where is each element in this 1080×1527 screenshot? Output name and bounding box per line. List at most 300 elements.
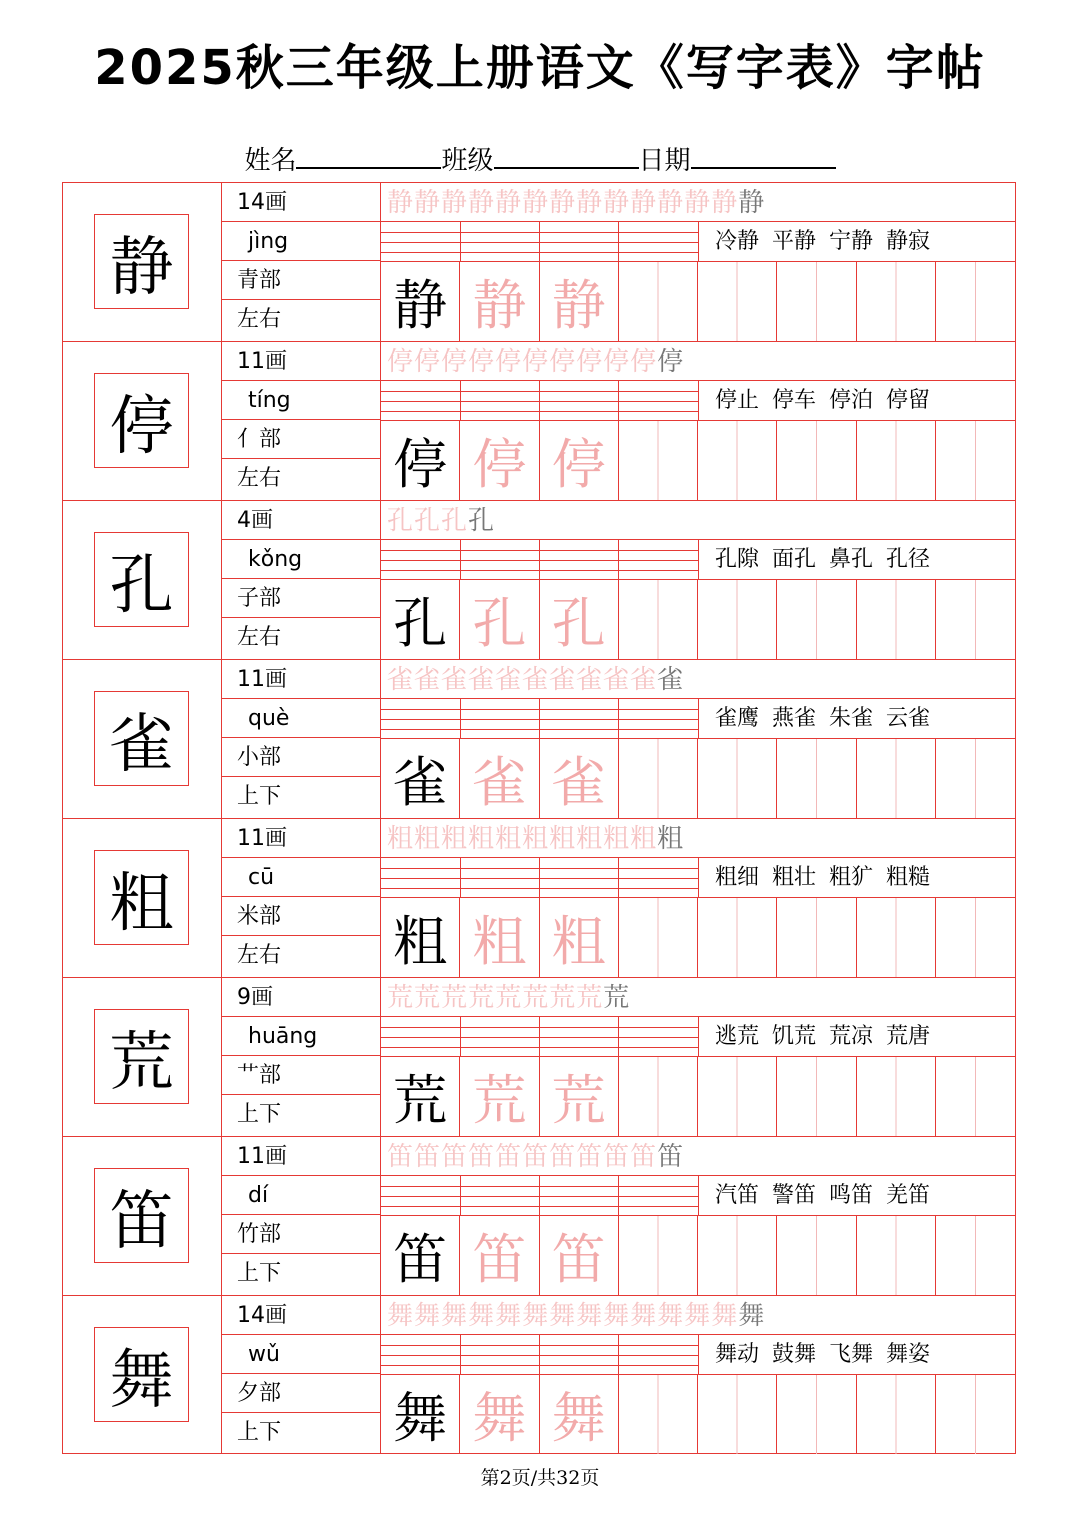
example-char <box>381 739 460 818</box>
stroke-step: 荒 <box>549 983 577 1013</box>
structure-text: 左右 <box>237 307 282 332</box>
radical-text: 夕部 <box>237 1381 282 1406</box>
stroke-step: 雀 <box>630 665 658 695</box>
writing-cell[interactable] <box>698 580 777 659</box>
writing-cells <box>381 1216 1015 1295</box>
stroke-count <box>222 501 380 540</box>
char-info-column <box>222 978 381 1136</box>
stroke-step: 静 <box>630 188 658 218</box>
word-list-text: 逃荒 饥荒 荒凉 荒唐 <box>715 1024 930 1049</box>
stroke-order <box>381 342 1015 381</box>
word-list-text: 粗细 粗壮 粗犷 粗糙 <box>715 865 930 890</box>
stroke-step: 笛 <box>549 1142 577 1172</box>
word-list <box>699 1335 1015 1375</box>
stroke-order <box>381 660 1015 699</box>
stroke-step: 荒 <box>522 983 550 1013</box>
structure-text: 左右 <box>237 466 282 491</box>
writing-cell[interactable] <box>619 1375 698 1454</box>
tracing-char <box>540 580 619 659</box>
word-list-text: 汽笛 警笛 鸣笛 羌笛 <box>715 1183 930 1208</box>
tracing-char-text: 舞 <box>551 1387 606 1450</box>
writing-cell[interactable] <box>777 421 856 500</box>
writing-cell[interactable] <box>619 739 698 818</box>
stroke-count-text: 11画 <box>237 349 287 374</box>
tracing-char <box>540 1375 619 1454</box>
radical-text: 小部 <box>237 745 282 770</box>
char-row <box>63 183 1015 342</box>
model-char-text: 静 <box>109 230 174 305</box>
structure <box>222 300 380 339</box>
example-char <box>381 1057 460 1136</box>
model-char-text: 孔 <box>109 548 174 623</box>
stroke-step: 雀 <box>414 665 442 695</box>
writing-cell[interactable] <box>619 1057 698 1136</box>
example-char <box>381 421 460 500</box>
tracing-char-text: 笛 <box>551 1228 606 1291</box>
writing-cell[interactable] <box>698 1057 777 1136</box>
practice-column <box>381 978 1015 1136</box>
stroke-step: 舞 <box>468 1301 496 1331</box>
tracing-char <box>540 1057 619 1136</box>
char-box-column <box>63 819 222 977</box>
writing-cell[interactable] <box>698 1375 777 1454</box>
pinyin-text: què <box>248 706 290 731</box>
name-blank[interactable] <box>296 143 441 169</box>
stroke-step: 笛 <box>576 1142 604 1172</box>
stroke-step: 停 <box>387 347 415 377</box>
pinyin-text: wǔ <box>248 1342 280 1367</box>
student-info <box>0 140 1080 177</box>
writing-cells <box>381 421 1015 500</box>
stroke-step: 停 <box>603 347 631 377</box>
pinyin-text: tíng <box>248 388 291 413</box>
example-char <box>381 898 460 977</box>
model-char-text: 粗 <box>109 866 174 941</box>
stroke-step: 静 <box>387 188 415 218</box>
stroke-step: 雀 <box>522 665 550 695</box>
tracing-char-text: 粗 <box>472 910 527 973</box>
stroke-count <box>222 819 380 858</box>
stroke-step: 停 <box>441 347 469 377</box>
example-char-text: 雀 <box>393 751 448 814</box>
page-title: 2025秋三年级上册语文《写字表》字帖 <box>94 40 986 96</box>
tracing-char <box>460 421 539 500</box>
stroke-step: 荒 <box>441 983 469 1013</box>
stroke-count-text: 11画 <box>237 667 287 692</box>
word-list <box>699 381 1015 421</box>
writing-cell[interactable] <box>777 898 856 977</box>
stroke-step: 粗 <box>657 824 685 854</box>
structure <box>222 1254 380 1293</box>
structure <box>222 1095 380 1134</box>
stroke-step: 停 <box>657 347 685 377</box>
stroke-step: 笛 <box>603 1142 631 1172</box>
practice-column <box>381 660 1015 818</box>
char-row <box>63 819 1015 978</box>
writing-cell[interactable] <box>936 580 1015 659</box>
stroke-step: 荒 <box>387 983 415 1013</box>
stroke-step: 停 <box>522 347 550 377</box>
stroke-count-text: 11画 <box>237 826 287 851</box>
example-char-text: 舞 <box>393 1387 448 1450</box>
stroke-step: 笛 <box>657 1142 685 1172</box>
char-info-column <box>222 819 381 977</box>
stroke-step: 粗 <box>414 824 442 854</box>
writing-cell[interactable] <box>777 1057 856 1136</box>
structure-text: 上下 <box>237 1261 282 1286</box>
pinyin-text: dí <box>248 1183 269 1208</box>
pinyin <box>222 858 380 897</box>
word-list-text: 停止 停车 停泊 停留 <box>715 388 930 413</box>
tracing-char-text: 舞 <box>472 1387 527 1450</box>
stroke-step: 舞 <box>603 1301 631 1331</box>
date-blank[interactable] <box>691 143 836 169</box>
pinyin <box>222 1335 380 1374</box>
word-list <box>699 699 1015 739</box>
tracing-char <box>540 421 619 500</box>
stroke-step: 荒 <box>576 983 604 1013</box>
model-char-text: 雀 <box>109 707 174 782</box>
stroke-step: 舞 <box>495 1301 523 1331</box>
stroke-order <box>381 1137 1015 1176</box>
model-char-text: 笛 <box>109 1184 174 1259</box>
structure <box>222 1413 380 1452</box>
stroke-step: 静 <box>738 188 766 218</box>
stroke-step: 舞 <box>441 1301 469 1331</box>
stroke-count-text: 14画 <box>237 1303 287 1328</box>
stroke-step: 静 <box>414 188 442 218</box>
char-row <box>63 1296 1015 1455</box>
tracing-char-text: 荒 <box>472 1069 527 1132</box>
word-list-text: 舞动 鼓舞 飞舞 舞姿 <box>715 1342 930 1367</box>
stroke-step: 舞 <box>549 1301 577 1331</box>
writing-cell[interactable] <box>777 262 856 341</box>
stroke-order <box>381 819 1015 858</box>
tracing-char-text: 静 <box>472 274 527 337</box>
writing-cell[interactable] <box>698 1216 777 1295</box>
writing-cell[interactable] <box>936 739 1015 818</box>
example-char <box>381 262 460 341</box>
stroke-step: 停 <box>549 347 577 377</box>
radical-text: 青部 <box>237 268 282 293</box>
writing-cell[interactable] <box>619 262 698 341</box>
char-info-column <box>222 501 381 659</box>
writing-cell[interactable] <box>698 262 777 341</box>
char-box-column <box>63 1296 222 1454</box>
writing-cells <box>381 1375 1015 1454</box>
example-char <box>381 1375 460 1454</box>
practice-column <box>381 819 1015 977</box>
model-char <box>94 214 189 309</box>
pinyin-text: cū <box>248 865 275 890</box>
char-info-column <box>222 342 381 500</box>
stroke-step: 孔 <box>414 506 442 536</box>
stroke-step: 停 <box>468 347 496 377</box>
structure <box>222 459 380 498</box>
structure-text: 上下 <box>237 1420 282 1445</box>
writing-cell[interactable] <box>857 1375 936 1454</box>
stroke-step: 粗 <box>468 824 496 854</box>
tracing-char-text: 荒 <box>551 1069 606 1132</box>
pinyin <box>222 540 380 579</box>
writing-cell[interactable] <box>777 739 856 818</box>
writing-cell[interactable] <box>777 1375 856 1454</box>
writing-cell[interactable] <box>857 580 936 659</box>
pinyin-text: kǒng <box>248 547 303 572</box>
example-char-text: 孔 <box>393 592 448 655</box>
writing-cell[interactable] <box>698 898 777 977</box>
word-list <box>699 222 1015 262</box>
pinyin-writing-lines[interactable] <box>381 699 699 739</box>
practice-column <box>381 501 1015 659</box>
stroke-step: 笛 <box>414 1142 442 1172</box>
stroke-step: 舞 <box>576 1301 604 1331</box>
tracing-char <box>460 739 539 818</box>
tracing-char-text: 雀 <box>551 751 606 814</box>
word-list-text: 孔隙 面孔 鼻孔 孔径 <box>715 547 930 572</box>
practice-column <box>381 183 1015 341</box>
model-char <box>94 691 189 786</box>
stroke-step: 粗 <box>522 824 550 854</box>
stroke-step: 静 <box>441 188 469 218</box>
writing-cell[interactable] <box>777 580 856 659</box>
tracing-char-text: 停 <box>472 433 527 496</box>
tracing-char-text: 孔 <box>551 592 606 655</box>
stroke-step: 雀 <box>441 665 469 695</box>
stroke-step: 舞 <box>657 1301 685 1331</box>
word-list <box>699 1176 1015 1216</box>
stroke-step: 笛 <box>630 1142 658 1172</box>
model-char <box>94 373 189 468</box>
char-info-column <box>222 1137 381 1295</box>
writing-cell[interactable] <box>936 262 1015 341</box>
stroke-step: 舞 <box>522 1301 550 1331</box>
stroke-order <box>381 978 1015 1017</box>
pinyin-text: huāng <box>248 1024 318 1049</box>
char-box-column <box>63 660 222 818</box>
stroke-step: 静 <box>468 188 496 218</box>
stroke-count-text: 14画 <box>237 190 287 215</box>
writing-cell[interactable] <box>936 1216 1015 1295</box>
stroke-order <box>381 501 1015 540</box>
tracing-char-text: 停 <box>551 433 606 496</box>
tracing-char <box>460 898 539 977</box>
writing-cell[interactable] <box>936 898 1015 977</box>
stroke-step: 笛 <box>522 1142 550 1172</box>
model-char-text: 舞 <box>109 1343 174 1418</box>
stroke-step: 停 <box>576 347 604 377</box>
model-char <box>94 1327 189 1422</box>
char-row <box>63 978 1015 1137</box>
stroke-step: 粗 <box>441 824 469 854</box>
pinyin <box>222 699 380 738</box>
example-char-text: 停 <box>393 433 448 496</box>
char-box-column <box>63 183 222 341</box>
pinyin-writing-lines[interactable] <box>381 858 699 898</box>
char-info-column <box>222 183 381 341</box>
page-number: 第2页/共32页 <box>480 1467 600 1489</box>
radical <box>222 1215 380 1254</box>
writing-cell[interactable] <box>936 1375 1015 1454</box>
char-row <box>63 501 1015 660</box>
char-row <box>63 1137 1015 1296</box>
stroke-step: 舞 <box>414 1301 442 1331</box>
char-row <box>63 660 1015 819</box>
stroke-step: 雀 <box>387 665 415 695</box>
stroke-step: 舞 <box>387 1301 415 1331</box>
example-char <box>381 580 460 659</box>
stroke-order <box>381 1296 1015 1335</box>
writing-cell[interactable] <box>698 739 777 818</box>
stroke-step: 粗 <box>630 824 658 854</box>
word-list <box>699 858 1015 898</box>
stroke-count <box>222 342 380 381</box>
pinyin-writing-lines[interactable] <box>381 1335 699 1375</box>
stroke-step: 雀 <box>657 665 685 695</box>
pinyin-writing-lines[interactable] <box>381 381 699 421</box>
stroke-step: 雀 <box>576 665 604 695</box>
practice-column <box>381 1137 1015 1295</box>
writing-cell[interactable] <box>857 262 936 341</box>
word-list-text: 雀鹰 燕雀 朱雀 云雀 <box>715 706 930 731</box>
pinyin-writing-lines[interactable] <box>381 1176 699 1216</box>
stroke-count <box>222 183 380 222</box>
model-char <box>94 532 189 627</box>
pinyin <box>222 381 380 420</box>
writing-cells <box>381 580 1015 659</box>
model-char-text: 荒 <box>109 1025 174 1100</box>
structure-text: 上下 <box>237 1102 282 1127</box>
structure <box>222 777 380 816</box>
stroke-count <box>222 978 380 1017</box>
pinyin <box>222 1017 380 1056</box>
stroke-step: 粗 <box>549 824 577 854</box>
writing-cell[interactable] <box>777 1216 856 1295</box>
structure <box>222 936 380 975</box>
stroke-count-text: 11画 <box>237 1144 287 1169</box>
stroke-step: 孔 <box>441 506 469 536</box>
class-blank[interactable] <box>494 143 639 169</box>
char-box-column <box>63 978 222 1136</box>
model-char <box>94 1168 189 1263</box>
model-char-text: 停 <box>109 389 174 464</box>
tracing-char <box>540 898 619 977</box>
pinyin-text: jìng <box>248 229 289 254</box>
practice-column <box>381 342 1015 500</box>
stroke-step: 雀 <box>495 665 523 695</box>
writing-cell[interactable] <box>857 421 936 500</box>
tracing-char-text: 笛 <box>472 1228 527 1291</box>
stroke-step: 粗 <box>603 824 631 854</box>
radical-text: 竹部 <box>237 1222 282 1247</box>
radical <box>222 261 380 300</box>
practice-column <box>381 1296 1015 1454</box>
stroke-step: 孔 <box>387 506 415 536</box>
char-info-column <box>222 1296 381 1454</box>
writing-cell[interactable] <box>936 1057 1015 1136</box>
radical <box>222 738 380 777</box>
stroke-step: 停 <box>630 347 658 377</box>
example-char-text: 粗 <box>393 910 448 973</box>
stroke-count <box>222 660 380 699</box>
stroke-step: 雀 <box>549 665 577 695</box>
writing-cell[interactable] <box>936 421 1015 500</box>
tracing-char <box>540 262 619 341</box>
tracing-char <box>460 1057 539 1136</box>
writing-cell[interactable] <box>619 898 698 977</box>
stroke-count-text: 4画 <box>237 508 273 533</box>
stroke-step: 笛 <box>495 1142 523 1172</box>
tracing-char-text: 粗 <box>551 910 606 973</box>
pinyin-writing-lines[interactable] <box>381 222 699 262</box>
stroke-step: 静 <box>603 188 631 218</box>
radical <box>222 1056 380 1095</box>
structure-text: 上下 <box>237 784 282 809</box>
word-list <box>699 1017 1015 1057</box>
stroke-step: 荒 <box>603 983 631 1013</box>
writing-cell[interactable] <box>619 1216 698 1295</box>
stroke-step: 舞 <box>738 1301 766 1331</box>
char-box-column <box>63 1137 222 1295</box>
stroke-step: 舞 <box>630 1301 658 1331</box>
stroke-step: 舞 <box>711 1301 739 1331</box>
writing-cell[interactable] <box>619 580 698 659</box>
writing-cells <box>381 262 1015 341</box>
tracing-char <box>460 1216 539 1295</box>
stroke-step: 孔 <box>468 506 496 536</box>
stroke-step: 停 <box>414 347 442 377</box>
example-char-text: 静 <box>393 274 448 337</box>
example-char-text: 笛 <box>393 1228 448 1291</box>
word-list <box>699 540 1015 580</box>
stroke-step: 雀 <box>603 665 631 695</box>
stroke-step: 荒 <box>495 983 523 1013</box>
stroke-count <box>222 1296 380 1335</box>
structure <box>222 618 380 657</box>
writing-cell[interactable] <box>698 421 777 500</box>
radical <box>222 420 380 459</box>
name-label: 姓名 <box>244 146 297 176</box>
writing-cells <box>381 1057 1015 1136</box>
stroke-count-text: 9画 <box>237 985 273 1010</box>
stroke-step: 粗 <box>387 824 415 854</box>
pinyin <box>222 1176 380 1215</box>
tracing-char-text: 孔 <box>472 592 527 655</box>
stroke-order <box>381 183 1015 222</box>
writing-cells <box>381 739 1015 818</box>
class-label: 班级 <box>441 146 494 176</box>
pinyin-writing-lines[interactable] <box>381 540 699 580</box>
writing-cells <box>381 898 1015 977</box>
pinyin-writing-lines[interactable] <box>381 1017 699 1057</box>
writing-cell[interactable] <box>619 421 698 500</box>
stroke-step: 静 <box>657 188 685 218</box>
writing-cell[interactable] <box>857 739 936 818</box>
radical <box>222 579 380 618</box>
stroke-step: 静 <box>684 188 712 218</box>
stroke-step: 静 <box>711 188 739 218</box>
writing-cell[interactable] <box>857 898 936 977</box>
stroke-step: 笛 <box>441 1142 469 1172</box>
radical-text: 亻部 <box>237 427 282 452</box>
stroke-step: 静 <box>522 188 550 218</box>
writing-cell[interactable] <box>857 1216 936 1295</box>
writing-cell[interactable] <box>857 1057 936 1136</box>
model-char <box>94 1009 189 1104</box>
stroke-step: 舞 <box>684 1301 712 1331</box>
stroke-step: 雀 <box>468 665 496 695</box>
word-list-text: 冷静 平静 宁静 静寂 <box>715 229 930 254</box>
